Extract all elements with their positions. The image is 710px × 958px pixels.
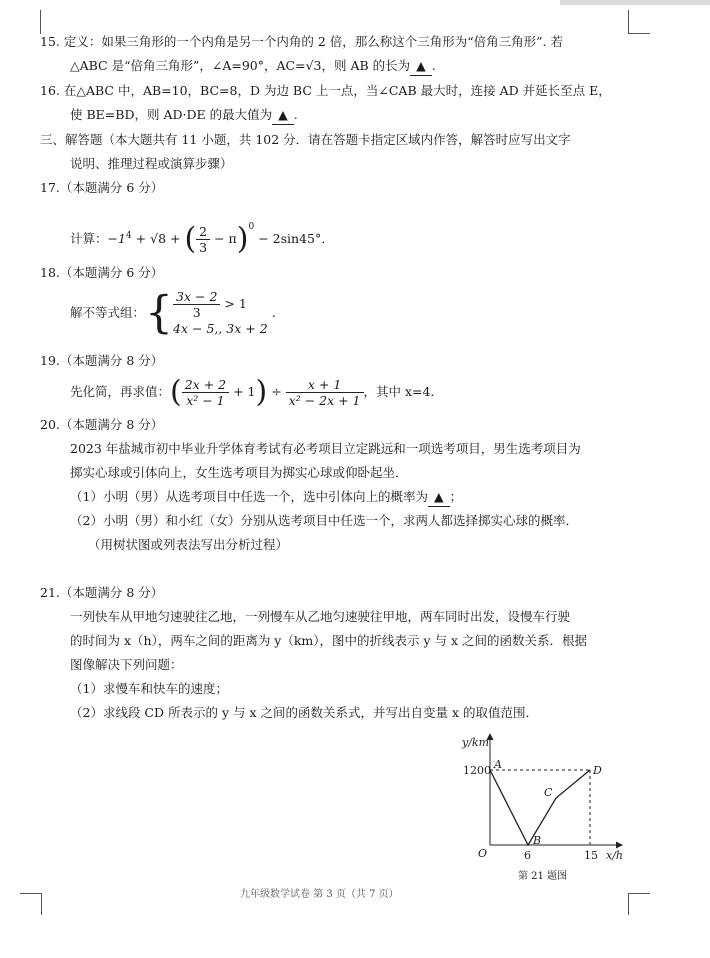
q19-expression bbox=[70, 374, 434, 410]
q15-line-2-end: . bbox=[431, 58, 436, 73]
origin-label: O bbox=[478, 847, 488, 860]
q20-answer-blank: ▲ bbox=[428, 488, 450, 507]
q17-term-a: −1 bbox=[107, 231, 126, 246]
q21-header: 21.（本题满分 8 分） bbox=[40, 585, 164, 600]
q16-line-2 bbox=[70, 106, 298, 125]
x-axis-label: x/h bbox=[606, 849, 623, 862]
q18-inequality-2: 4x − 5,, 3x + 2 bbox=[173, 321, 268, 336]
q18-fraction bbox=[173, 289, 220, 320]
q17-expression bbox=[70, 210, 334, 256]
crop-mark-bottom-right-h bbox=[628, 893, 650, 894]
q18-header: 18.（本题满分 6 分） bbox=[40, 265, 164, 280]
section-3-heading-line-2: 说明、推理过程或演算步骤） bbox=[70, 156, 233, 171]
point-a-label: A bbox=[494, 758, 502, 771]
point-c-label: C bbox=[544, 786, 553, 799]
q16-line-2-text: 使 BE=BD，则 AD·DE 的最大值为 bbox=[70, 107, 273, 122]
q20-part-2: （2）小明（男）和小红（女）分别从选考项目中任选一个，求两人都选择掷实心球的概率． bbox=[70, 513, 578, 528]
q17-fraction bbox=[196, 224, 210, 255]
q18-suffix: . bbox=[271, 305, 276, 320]
q21-part-2: （2）求线段 CD 所表示的 y 与 x 之间的函数关系式，并写出自变量 x 的取值范围． bbox=[70, 705, 538, 720]
q16-line-1: 16. 在△ABC 中，AB=10，BC=8，D 为边 BC 上一点，当∠CAB 最大时，连接 AD 并延长至点 E， bbox=[40, 83, 611, 98]
q17-term-c: − 2sin45°． bbox=[254, 231, 334, 246]
q21-line-3: 图像解决下列问题： bbox=[70, 657, 183, 672]
q17-fraction-den: 3 bbox=[199, 240, 208, 255]
q19-fraction-2-den: x² − 2x + 1 bbox=[288, 393, 361, 408]
q19-fraction-2-num: x + 1 bbox=[286, 377, 364, 393]
crop-mark-bottom-left-h bbox=[20, 893, 42, 894]
q19-right-paren: ) bbox=[255, 374, 268, 410]
page-footer: 九年级数学试卷 第 3 页（共 7 页） bbox=[240, 889, 399, 900]
q20-header: 20.（本题满分 8 分） bbox=[40, 417, 164, 432]
q19-fraction-1-den: x² − 1 bbox=[186, 393, 225, 408]
point-b-label: B bbox=[533, 834, 542, 847]
q21-line-2: 的时间为 x（h），两车之间的距离为 y（km），图中的折线表示 y 与 x 之间的函数关系．根据 bbox=[70, 633, 588, 648]
section-3-heading: 三、解答题（本大题共有 11 小题，共 102 分．请在答题卡指定区域内作答，解答时应写出文字 bbox=[40, 132, 571, 147]
q18-inequalities bbox=[173, 289, 268, 338]
q18-prefix: 解不等式组： bbox=[70, 305, 146, 320]
y-tick-1200: 1200 bbox=[463, 764, 491, 777]
q18-inequality-1-rhs: > 1 bbox=[220, 296, 247, 311]
crop-mark-bottom-left-v bbox=[41, 893, 42, 915]
q19-fraction-1 bbox=[182, 377, 229, 408]
q17-fraction-num: 2 bbox=[196, 224, 210, 240]
q16-line-2-end: . bbox=[293, 107, 298, 122]
q19-header: 19.（本题满分 8 分） bbox=[40, 353, 164, 368]
q19-plus-one: + 1 bbox=[229, 384, 256, 399]
q18-fraction-num: 3x − 2 bbox=[173, 289, 220, 305]
q17-header: 17.（本题满分 6 分） bbox=[40, 180, 164, 195]
q19-divide: ÷ bbox=[267, 384, 286, 399]
figure-caption: 第 21 题图 bbox=[518, 871, 568, 882]
q16-answer-blank: ▲ bbox=[272, 106, 294, 125]
q17-prefix: 计算： bbox=[70, 231, 108, 246]
q17-pi-term: − π bbox=[210, 231, 237, 246]
q15-line-1: 15. 定义：如果三角形的一个内角是另一个内角的 2 倍，那么称这个三角形为“倍角三角形”. 若 bbox=[40, 34, 563, 49]
crop-mark-top-left-v bbox=[40, 10, 41, 34]
q17-term-b: + √8 + bbox=[131, 231, 185, 246]
q17-paren-exponent: 0 bbox=[248, 222, 255, 232]
q20-line-1: 2023 年盐城市初中毕业升学体育考试有必考项目立定跳远和一项选考项目，男生选考项目为 bbox=[70, 441, 581, 456]
q17-left-paren: ( bbox=[184, 221, 197, 257]
q21-part-1: （1）求慢车和快车的速度； bbox=[70, 681, 228, 696]
q18-system bbox=[70, 288, 276, 338]
q19-fraction-1-num: 2x + 2 bbox=[182, 377, 229, 393]
q17-term-a-exponent: 4 bbox=[125, 230, 132, 241]
q20-part-2-note: （用树状图或列表法写出分析过程） bbox=[88, 537, 289, 552]
crop-mark-top-right-h bbox=[628, 33, 650, 34]
crop-mark-top-right-v bbox=[628, 10, 629, 34]
q21-figure bbox=[450, 728, 640, 886]
q21-line-1: 一列快车从甲地匀速驶往乙地，一列慢车从乙地匀速驶往甲地，两车同时出发，设慢车行驶 bbox=[70, 609, 571, 624]
x-tick-15: 15 bbox=[584, 849, 598, 862]
q19-fraction-2 bbox=[286, 377, 364, 408]
q18-fraction-den: 3 bbox=[192, 305, 201, 320]
top-edge-shade bbox=[560, 0, 710, 5]
x-tick-6: 6 bbox=[524, 849, 531, 862]
point-d-label: D bbox=[593, 764, 602, 777]
q18-inequality-1 bbox=[173, 289, 268, 320]
q18-brace: { bbox=[145, 287, 174, 339]
q20-part-1 bbox=[70, 488, 462, 507]
q17-right-paren: ) bbox=[236, 221, 249, 257]
q19-suffix: ，其中 x=4. bbox=[363, 384, 435, 399]
q15-line-2-text: △ABC 是“倍角三角形”，∠A=90°，AC=√3，则 AB 的长为 bbox=[70, 58, 411, 73]
q20-part-1-text: （1）小明（男）从选考项目中任选一个，选中引体向上的概率为 bbox=[70, 489, 428, 504]
q15-answer-blank: ▲ bbox=[410, 57, 432, 76]
q20-part-1-end: ； bbox=[449, 489, 463, 504]
q19-prefix: 先化简，再求值： bbox=[70, 384, 171, 399]
q15-line-2 bbox=[70, 57, 436, 76]
q19-left-paren: ( bbox=[170, 374, 182, 410]
y-axis-label: y/km bbox=[462, 736, 490, 749]
q20-line-2: 掷实心球或引体向上，女生选考项目为掷实心球或仰卧起坐． bbox=[70, 465, 408, 480]
crop-mark-bottom-right-v bbox=[628, 893, 629, 915]
